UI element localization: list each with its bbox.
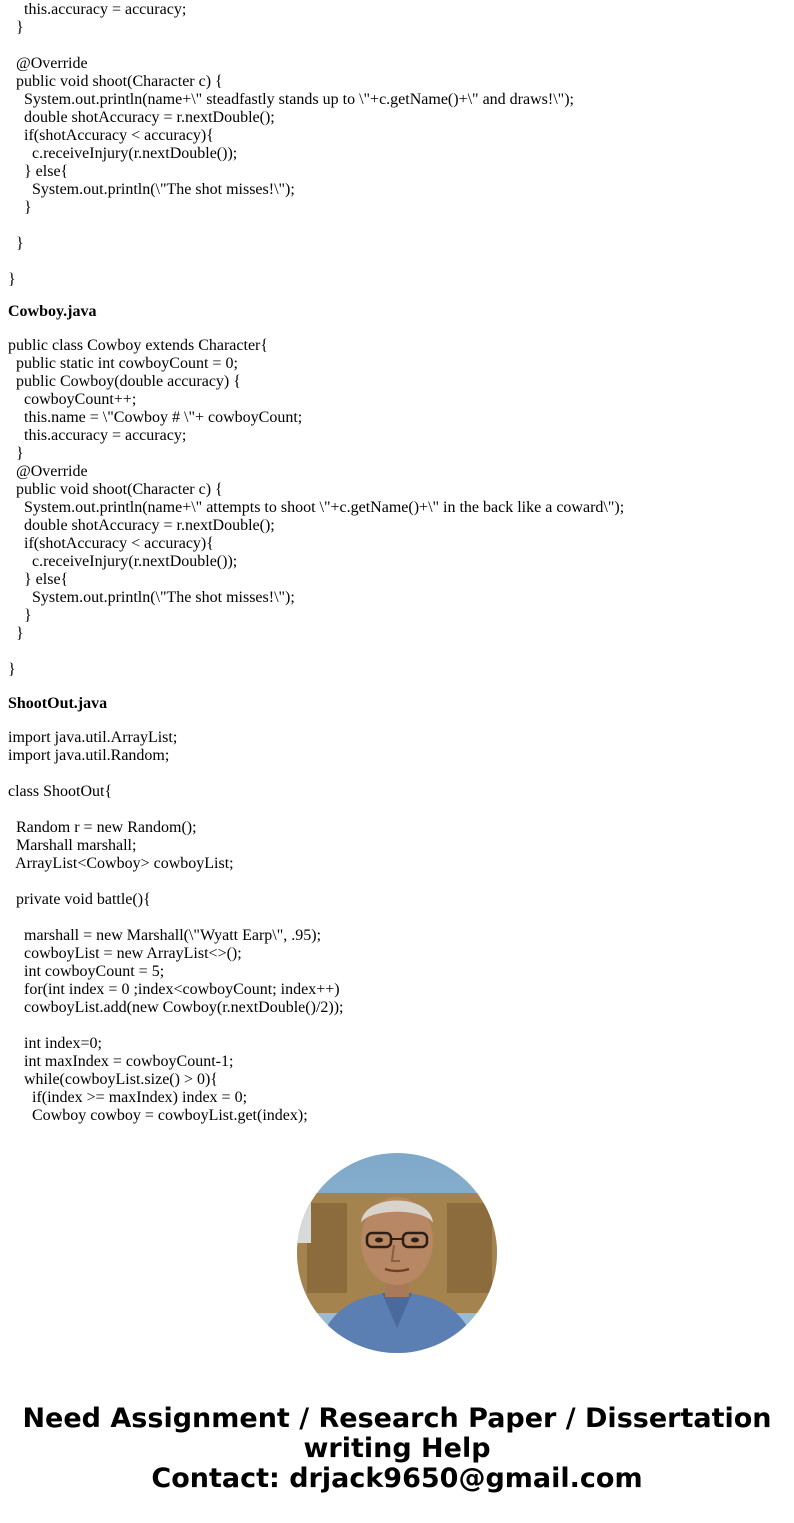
code-line: } (8, 445, 24, 462)
promo-contact-line: Contact: drjack9650@gmail.com (151, 1463, 643, 1494)
code-line: System.out.println(name+\" attempts to shoot \"+c.getName()+\" in the back like a coward\"); (8, 499, 625, 516)
code-line: Random r = new Random(); (8, 819, 197, 836)
code-line: c.receiveInjury(r.nextDouble()); (8, 553, 238, 570)
code-line: } (8, 661, 16, 678)
code-line (8, 801, 343, 819)
code-line (8, 765, 343, 783)
code-line (8, 643, 624, 661)
code-line (8, 909, 343, 927)
code-line (8, 873, 343, 891)
author-photo-image (297, 1153, 497, 1353)
code-line: Marshall marshall; (8, 837, 137, 854)
code-line: int cowboyCount = 5; (8, 963, 165, 980)
code-line: public Cowboy(double accuracy) { (8, 373, 241, 390)
code-line: public static int cowboyCount = 0; (8, 355, 238, 372)
code-line: } (8, 235, 24, 252)
code-line (8, 253, 574, 271)
promo-line-1: Need Assignment / Research Paper / Dissertation (22, 1403, 772, 1434)
code-line: } (8, 607, 32, 624)
author-avatar (297, 1153, 497, 1353)
code-line: public void shoot(Character c) { (8, 481, 223, 498)
code-line: private void battle(){ (8, 891, 151, 908)
code-line: System.out.println(\"The shot misses!\"); (8, 181, 295, 198)
code-line: if(shotAccuracy < accuracy){ (8, 127, 214, 144)
code-line: for(int index = 0 ;index<cowboyCount; index++) (8, 981, 340, 998)
file-heading-shootout: ShootOut.java (8, 695, 108, 712)
code-line: int index=0; (8, 1035, 102, 1052)
code-line: cowboyList = new ArrayList<>(); (8, 945, 242, 962)
code-line: } else{ (8, 163, 69, 180)
file-heading-cowboy: Cowboy.java (8, 303, 97, 320)
code-line: ArrayList<Cowboy> cowboyList; (8, 855, 234, 872)
code-line: } (8, 271, 16, 288)
code-line: this.accuracy = accuracy; (8, 1, 187, 18)
code-line: marshall = new Marshall(\"Wyatt Earp\", .95); (8, 927, 322, 944)
code-line: if(shotAccuracy < accuracy){ (8, 535, 214, 552)
code-line: this.name = \"Cowboy # \"+ cowboyCount; (8, 409, 303, 426)
code-line: System.out.println(\"The shot misses!\"); (8, 589, 295, 606)
code-line: cowboyList.add(new Cowboy(r.nextDouble()/2)); (8, 999, 344, 1016)
code-block-shootout (8, 729, 343, 1125)
code-line: @Override (8, 463, 88, 480)
code-line: int maxIndex = cowboyCount-1; (8, 1053, 234, 1070)
code-block-cowboy (8, 337, 624, 679)
code-line: } (8, 19, 24, 36)
code-line: double shotAccuracy = r.nextDouble(); (8, 109, 275, 126)
code-line: if(index >= maxIndex) index = 0; (8, 1089, 248, 1106)
code-block-top (8, 1, 574, 289)
promo-line-2: writing Help (303, 1433, 491, 1464)
code-line: double shotAccuracy = r.nextDouble(); (8, 517, 275, 534)
code-line: System.out.println(name+\" steadfastly stands up to \"+c.getName()+\" and draws!\"); (8, 91, 574, 108)
code-line: while(cowboyList.size() > 0){ (8, 1071, 218, 1088)
code-line: import java.util.ArrayList; (8, 729, 178, 746)
code-line: c.receiveInjury(r.nextDouble()); (8, 145, 238, 162)
code-line: public class Cowboy extends Character{ (8, 337, 269, 354)
code-line: this.accuracy = accuracy; (8, 427, 187, 444)
code-line: } (8, 199, 32, 216)
code-line: } else{ (8, 571, 69, 588)
code-line: class ShootOut{ (8, 783, 113, 800)
code-line: } (8, 625, 24, 642)
code-line (8, 217, 574, 235)
code-line (8, 1017, 343, 1035)
code-line (8, 37, 574, 55)
code-line: Cowboy cowboy = cowboyList.get(index); (8, 1107, 308, 1124)
code-line: import java.util.Random; (8, 747, 170, 764)
code-line: public void shoot(Character c) { (8, 73, 223, 90)
code-line: @Override (8, 55, 88, 72)
code-line: cowboyCount++; (8, 391, 137, 408)
